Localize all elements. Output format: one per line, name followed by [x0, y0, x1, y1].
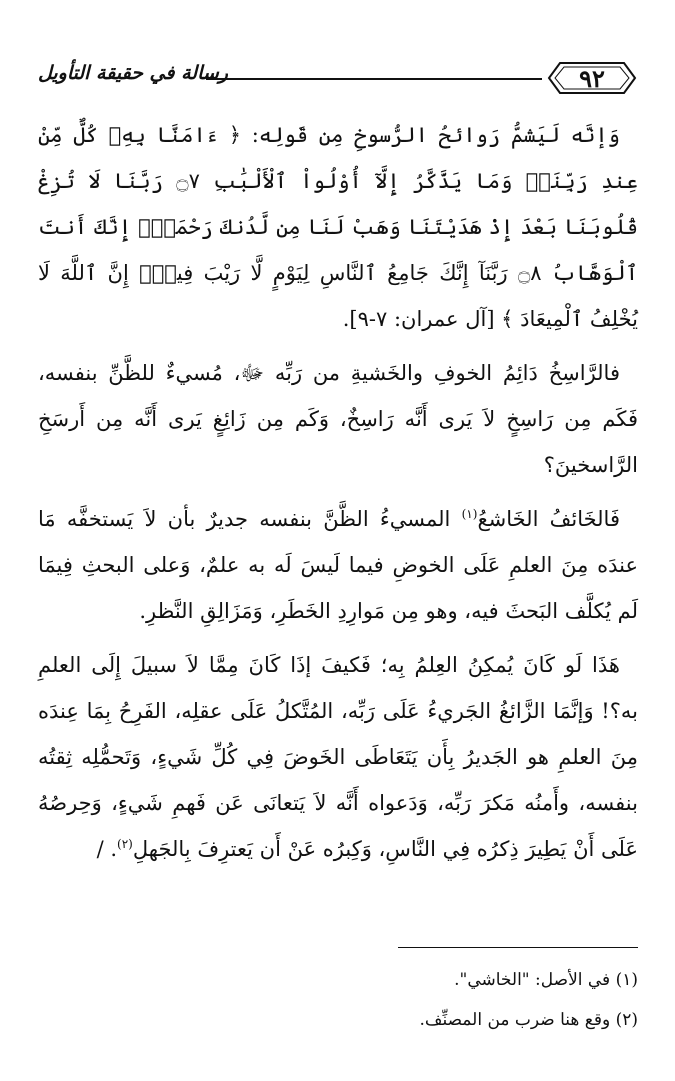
paragraph-text: وَإنَّه لَيَشمُّ رَوائحُ الرُّسوخِ مِن قَولِه: ﴿ ءَامَنَّا بِهِۦ كُلٌّ مِّنْ عِندِ رَبِّنَاۗ وَمَا يَذَّكَّرُ إِلَّآ أُوْلُواْ ٱلْأَلْبَٰبِ ۝٧ رَبَّنَا لَا تُزِغْ قُلُوبَنَا بَعْدَ إِذْ هَدَيْتَنَا وَهَبْ لَنَا مِن لَّدُنكَ رَحْمَةًۚ إِنَّكَ أَنتَ ٱلْوَهَّابُ ۝٨ رَبَّنَآ إِنَّكَ جَامِعُ ٱلنَّاسِ لِيَوْمٍ لَّا رَيْبَ فِيهِۚ إِنَّ ٱللَّهَ لَا يُخْلِفُ ٱلْمِيعَادَ ﴾ [آل عمران: ٧-٩].	[38, 123, 638, 331]
main-text	[38, 112, 638, 880]
page-header	[38, 56, 638, 102]
paragraph-khaif	[38, 496, 638, 634]
footnote-1: (١) في الأصل: "الخاشي".	[454, 970, 638, 990]
header-rule	[206, 78, 542, 80]
page-number: ٩٢	[579, 63, 605, 93]
footnote-2: (٢) وقع هنا ضرب من المصنِّف.	[419, 1010, 638, 1030]
footnote-marker-2[interactable]: (٢)	[117, 837, 133, 851]
footnote-rule	[398, 947, 638, 948]
paragraph-zaigh	[38, 642, 638, 872]
paragraph-text: هَذَا لَو كَانَ يُمكِنُ العِلمُ بِه؛ فَكيفَ إذَا كَانَ مِمَّا لاَ سبيلَ إِلَى العلمِ به؟! وَإنَّمَا الزَّائغُ الجَريءُ عَلَى رَبِّه، المُتَّكلُ عَلَى عقلِه، الفَرِحُ بِمَا عِندَه مِنَ العلمِ هو الجَديرُ بِأَن يَتَعَاطَى الخَوضَ فِي كُلِّ شَيءٍ، وَتَحمُّلِه ثِقتُه بنفسه، وأَمنُه مَكرَ رَبِّه، وَدَعواه أَنَّه لاَ يَتعانَى عَن فَهمِ شَيءٍ، وَحِرصُهُ عَلَى أَنْ يَطِيرَ ذِكرُه فِي النَّاسِ، وَكِبرُه عَنْ أَن يَعترِفَ بِالجَهلِ	[38, 653, 638, 861]
paragraph-quran-citation	[38, 112, 638, 342]
paragraph-text: المسيءُ الظَّنَّ بنفسه جديرٌ بأن لاَ يَستخفَّه مَا عندَه مِنَ العلمِ عَلَى الخوضِ فيما لَيسَ لَه به علمٌ، وَعلى البحثِ فِيمَا لَم يُكلَّف البَحثَ فيه، وهو مِن مَوارِدِ الخَطَرِ، وَمَزَالِقِ النَّظرِ.	[38, 507, 638, 623]
running-title: رسالة في حقيقة التأويل	[38, 62, 228, 84]
paragraph-rasikh	[38, 350, 638, 488]
footnote-marker-1[interactable]: (١)	[461, 507, 478, 521]
page-number-ornament	[546, 60, 638, 96]
paragraph-text: . /	[96, 837, 118, 861]
paragraph-text: فالرَّاسِخُ دَائِمُ الخوفِ والخَشيةِ من رَبِّه ﷻ، مُسيءٌ للظَّنِّ بنفسه، فَكَم مِن رَاسِخٍ لاَ يَرى أَنَّه رَاسِخٌ، وَكَم مِن زَائِغٍ يَرى أَنَّه مِن أَرسَخِ الرَّاسخينَ؟	[38, 361, 638, 477]
book-page	[38, 56, 638, 1046]
footnotes	[38, 960, 638, 1040]
paragraph-text: فَالخَائفُ الخَاشعُ	[477, 507, 620, 531]
